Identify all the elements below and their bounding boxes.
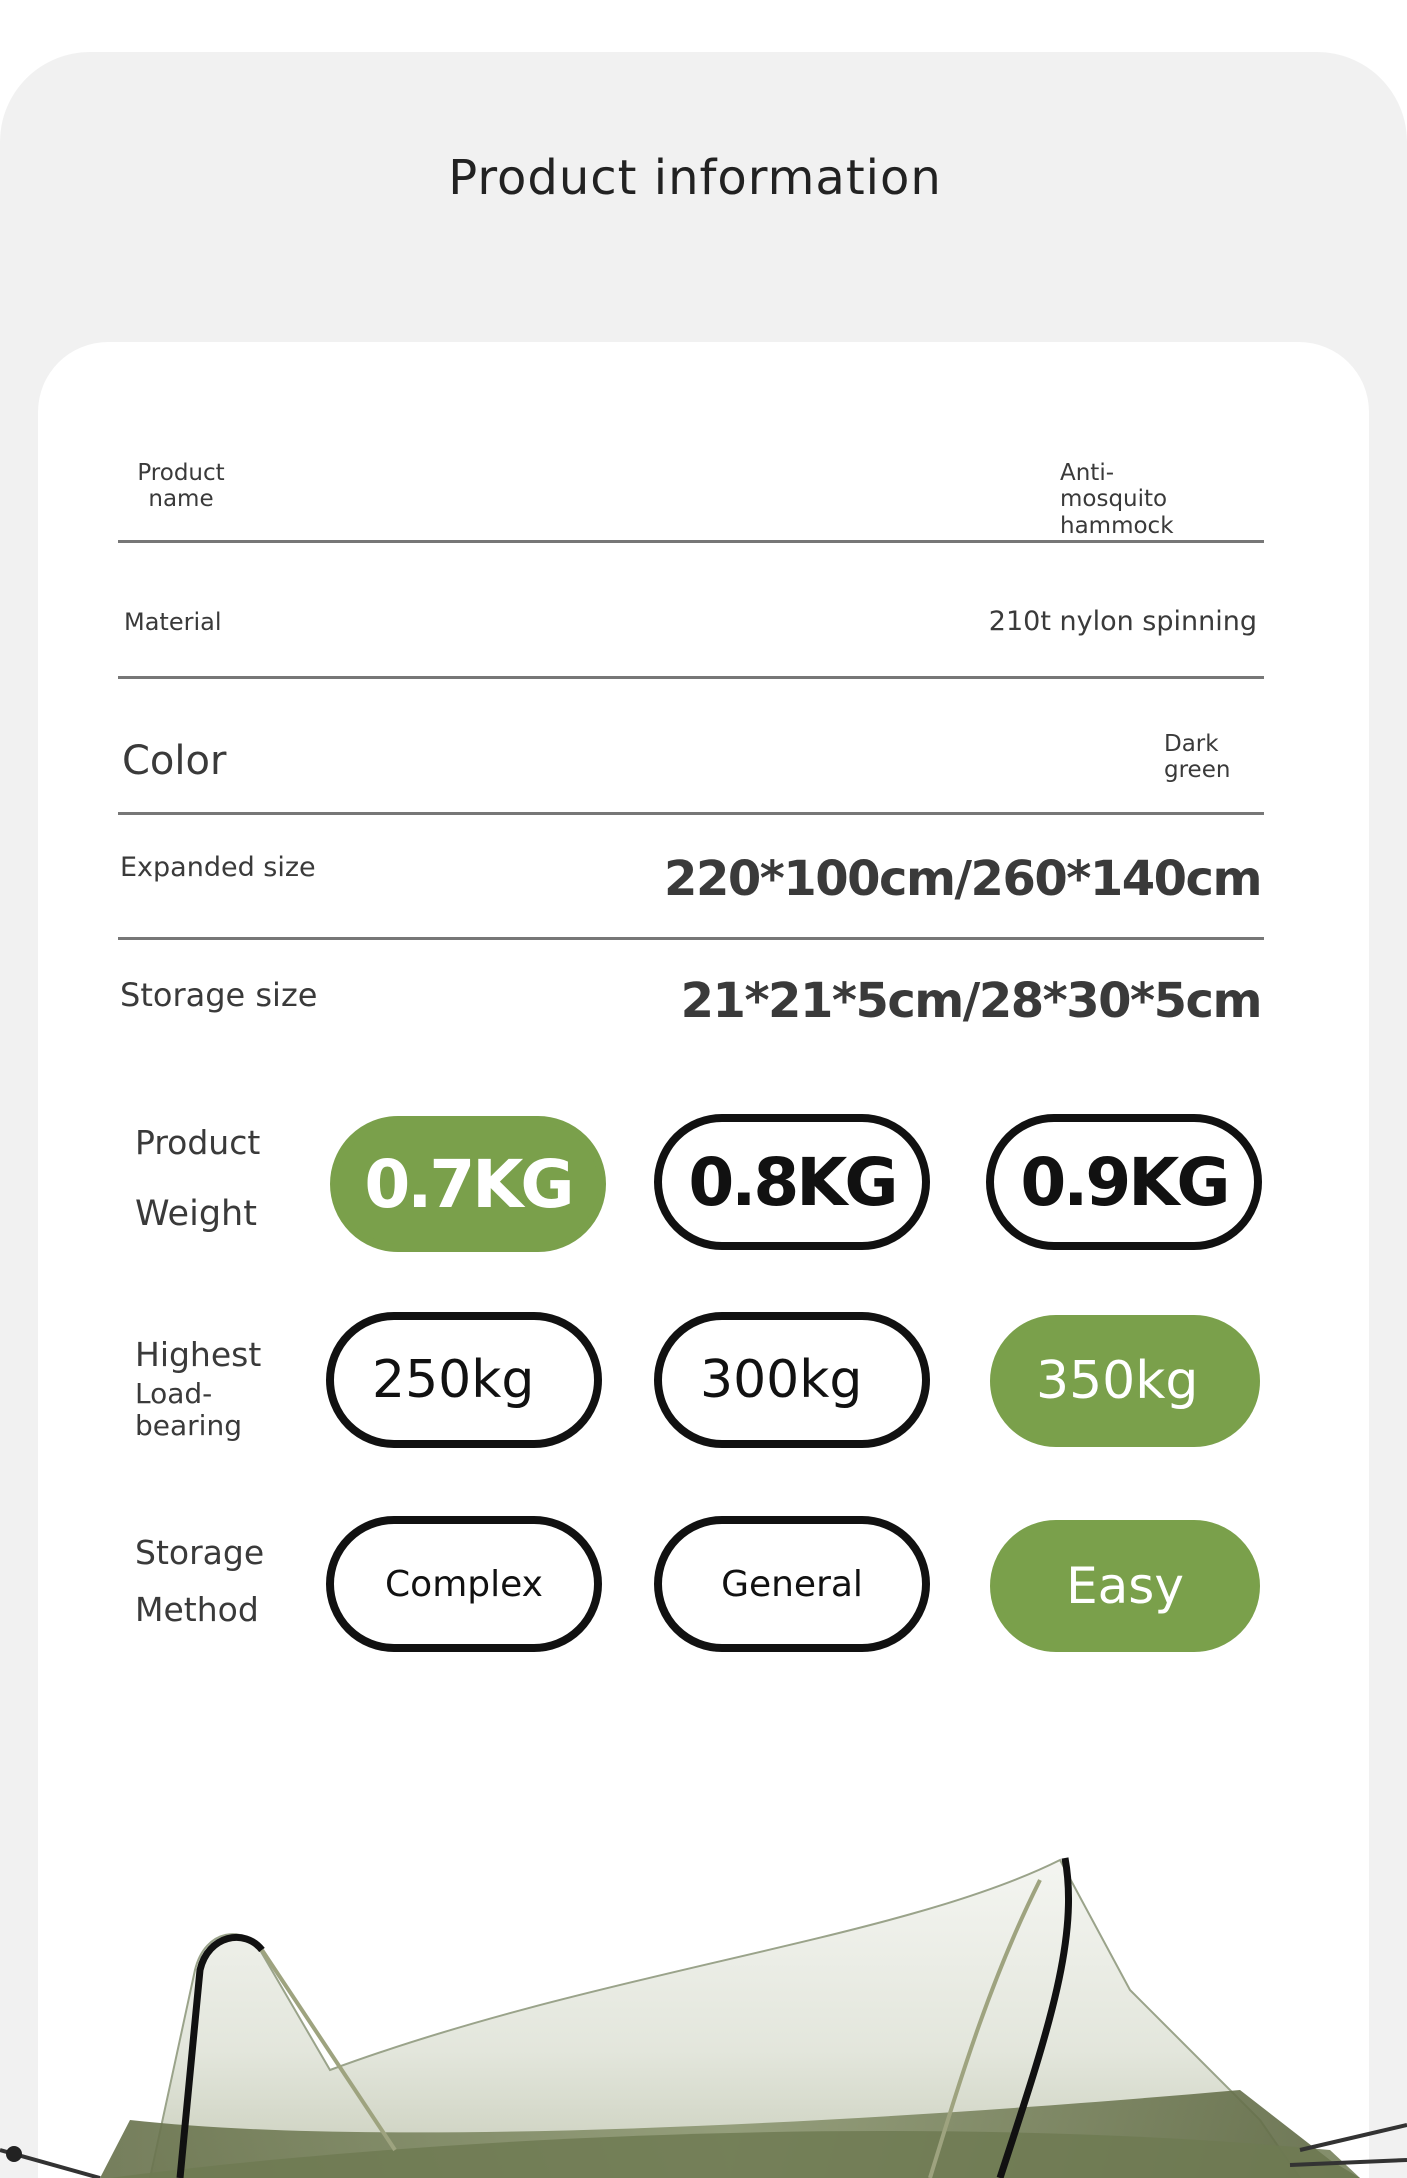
weight-option-label: 0.9KG (1020, 1143, 1228, 1221)
weight-option-0.7kg[interactable] (330, 1116, 606, 1252)
load-option-350kg[interactable] (990, 1315, 1260, 1447)
load-option-300kg[interactable] (654, 1312, 930, 1448)
load-label-line3: bearing (135, 1409, 242, 1442)
method-option-general[interactable] (654, 1516, 930, 1652)
storage-size-value: 21*21*5cm/28*30*5cm (680, 973, 1261, 1029)
storage-size-label: Storage size (120, 976, 318, 1014)
hammock-image (0, 1820, 1407, 2178)
method-label-line1: Storage (135, 1533, 265, 1572)
method-label-line2: Method (135, 1590, 259, 1629)
material-label: Material (124, 608, 222, 636)
weight-option-label: 0.7KG (364, 1145, 572, 1223)
load-option-250kg[interactable] (326, 1312, 602, 1448)
material-value: 210t nylon spinning (988, 606, 1257, 637)
expanded-size-label: Expanded size (120, 852, 316, 883)
page-title: Product information (448, 150, 942, 206)
row-divider (118, 937, 1264, 940)
weight-label-line1: Product (135, 1123, 261, 1162)
product-name-value: Anti-mosquito hammock (1060, 460, 1174, 539)
load-label-line2: Load- (135, 1377, 213, 1410)
row-divider (118, 540, 1264, 543)
product-name-label: Product name (137, 460, 225, 513)
load-option-label: 300kg (700, 1350, 863, 1410)
method-option-easy[interactable] (990, 1520, 1260, 1652)
method-option-label: General (721, 1563, 863, 1605)
weight-option-0.9kg[interactable] (986, 1114, 1262, 1250)
method-option-label: Complex (385, 1563, 543, 1605)
weight-option-0.8kg[interactable] (654, 1114, 930, 1250)
color-value: Dark green (1164, 731, 1231, 784)
load-option-label: 350kg (1036, 1351, 1199, 1411)
load-option-label: 250kg (372, 1350, 535, 1410)
color-label: Color (122, 738, 227, 784)
method-option-complex[interactable] (326, 1516, 602, 1652)
expanded-size-value: 220*100cm/260*140cm (664, 851, 1261, 907)
method-option-label: Easy (1066, 1557, 1184, 1615)
load-label-line1: Highest (135, 1335, 262, 1374)
weight-label-line2: Weight (135, 1194, 257, 1234)
weight-option-label: 0.8KG (688, 1143, 896, 1221)
row-divider (118, 676, 1264, 679)
row-divider (118, 812, 1264, 815)
